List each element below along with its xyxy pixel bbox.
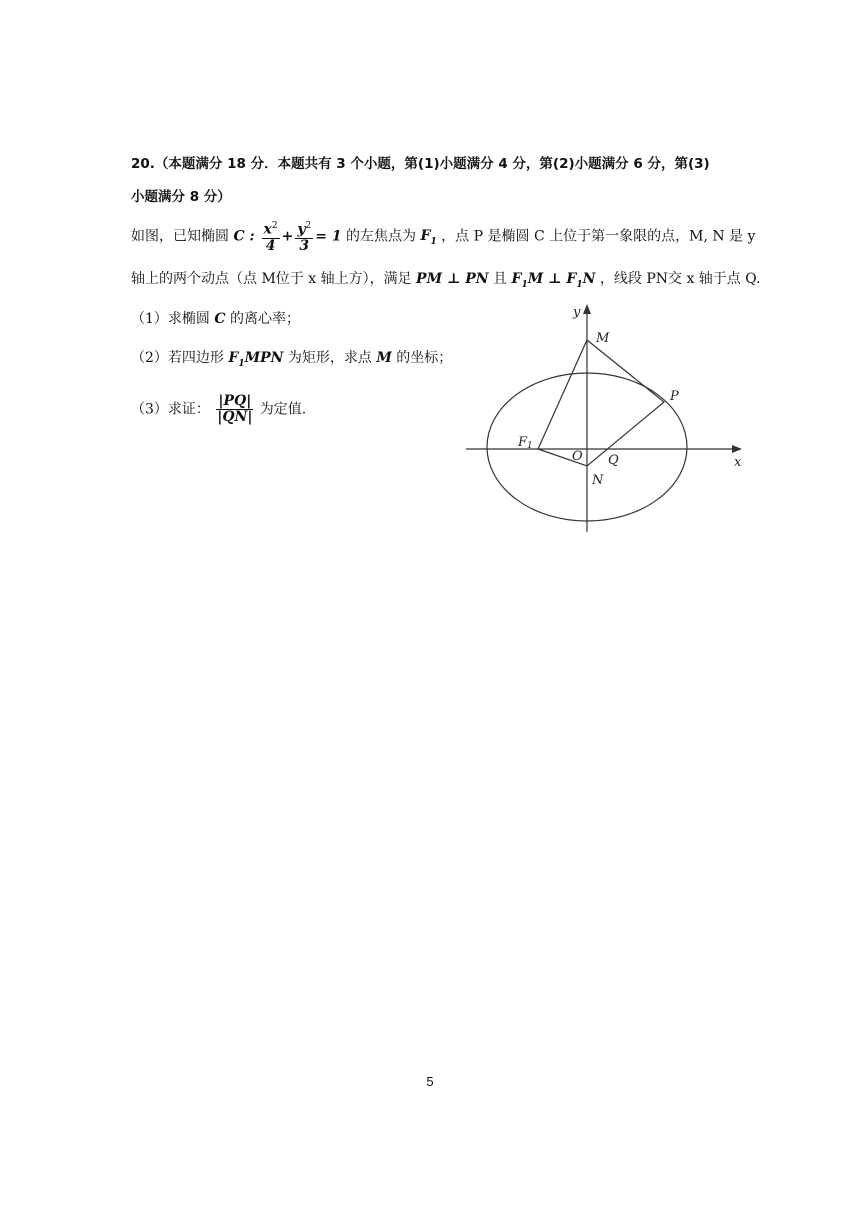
question-3: （3）求证： $\frac{|PQ|}{|QN|}$ 为定值. bbox=[131, 393, 307, 425]
conditions-text: 轴上的两个动点（点 M位于 x 轴上方），满足 bbox=[131, 271, 412, 287]
focus-f1: $F_1$ bbox=[420, 228, 437, 248]
quadrilateral-f1mpn bbox=[538, 340, 664, 466]
label-q: Q bbox=[608, 453, 619, 468]
x-axis-arrow bbox=[732, 445, 742, 453]
intro-text-c: ，点 P 是椭圆 C 上位于第一象限的点，M, N 是 y bbox=[441, 228, 756, 245]
fraction-y2-3: $\frac{y^2}{3}$ bbox=[297, 221, 312, 254]
problem-conditions: 轴上的两个动点（点 M位于 x 轴上方），满足 PM ⊥ PN 且 $F_1M$ ⊥ $F_1N$ ，线段 PN交 x 轴于点 Q. bbox=[131, 271, 761, 290]
problem-header-line1: 20.（本题满分 18 分．本题共有 3 个小题，第(1)小题满分 4 分，第(2)小题满分 6 分，第(3) bbox=[131, 156, 710, 172]
problem-header-line2: 小题满分 8 分） bbox=[131, 189, 231, 205]
pm-perp-pn: PM ⊥ PN bbox=[416, 271, 489, 287]
page-number: 5 bbox=[426, 1074, 434, 1089]
ellipse-diagram bbox=[460, 300, 750, 540]
label-n: N bbox=[592, 473, 604, 488]
ellipse-name: C bbox=[233, 228, 245, 245]
intro-text-b: 的左焦点为 bbox=[346, 228, 417, 245]
question-1: （1）求椭圆 C 的离心率； bbox=[131, 311, 300, 327]
label-o: O bbox=[572, 449, 583, 464]
plus-sign: + bbox=[281, 228, 294, 245]
conditions-text-b: ，线段 PN交 x 轴于点 Q. bbox=[599, 271, 761, 287]
equals-one: = 1 bbox=[315, 228, 342, 245]
label-p: P bbox=[670, 389, 679, 404]
label-y: y bbox=[573, 305, 581, 320]
label-x: x bbox=[734, 455, 742, 470]
f1m-perp-f1n: $F_1M$ ⊥ $F_1N$ bbox=[511, 271, 596, 290]
problem-intro bbox=[131, 219, 755, 257]
intro-text: 如图，已知椭圆 bbox=[131, 228, 229, 245]
colon: : bbox=[244, 228, 260, 245]
fraction-pq-qn: $\frac{|PQ|}{|QN|}$ bbox=[217, 393, 253, 425]
label-m: M bbox=[596, 331, 610, 346]
y-axis-arrow bbox=[583, 304, 591, 314]
fraction-x2-4: $\frac{x^2}{4}$ bbox=[263, 221, 278, 254]
question-2: （2）若四边形 $F_1MPN$ 为矩形，求点 M 的坐标； bbox=[131, 350, 453, 369]
label-f1: F1 bbox=[518, 435, 533, 451]
